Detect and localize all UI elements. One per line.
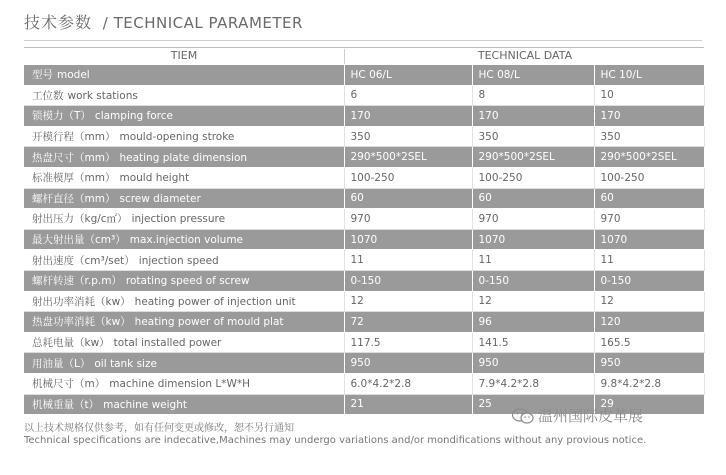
table-row [24, 209, 704, 230]
note-cn: 以上技术规格仅供参考，如有任何变更或修改，恕不另行通知 [24, 423, 294, 434]
cell-value: 165.5 [594, 332, 704, 353]
cell-value: 290*500*2SEL [344, 147, 472, 168]
row-label-en: heating power of injection unit [134, 295, 296, 308]
cell-value: 12 [472, 291, 594, 312]
cell-value: 72 [344, 312, 472, 333]
cell-value: 100-250 [594, 167, 704, 188]
row-label-cn: 型号 [32, 69, 53, 82]
row-label [24, 85, 344, 106]
row-label-cn: 螺杆转速（r.p.m） [32, 275, 122, 288]
cell-value: 11 [472, 250, 594, 271]
row-label [24, 229, 344, 250]
cell-value: 950 [344, 353, 472, 374]
row-label [24, 126, 344, 147]
title-divider [24, 40, 702, 41]
cell-value: 950 [594, 353, 704, 374]
spec-table-body [24, 65, 704, 415]
row-label-en: rotating speed of screw [125, 275, 250, 288]
cell-value: 11 [594, 250, 704, 271]
row-label-cn: 最大射出量（cm³） [32, 234, 126, 247]
table-header [24, 47, 704, 66]
cell-value: 117.5 [344, 332, 472, 353]
row-label [24, 106, 344, 127]
row-label [24, 312, 344, 333]
row-label [24, 250, 344, 271]
cell-value: 12 [344, 291, 472, 312]
row-label-en: model [57, 69, 90, 82]
row-label [24, 188, 344, 209]
cell-value: 6.0*4.2*2.8 [344, 373, 472, 394]
cell-value: 100-250 [344, 167, 472, 188]
table-row [24, 147, 704, 168]
row-label [24, 353, 344, 374]
table-row [24, 126, 704, 147]
row-label-en: injection speed [138, 254, 219, 267]
cell-value: 8 [472, 85, 594, 106]
page-title-en: / TECHNICAL PARAMETER [102, 14, 303, 32]
row-label [24, 209, 344, 230]
row-label-cn: 热盘尺寸（mm） [32, 151, 116, 164]
row-label [24, 65, 344, 85]
note-en: Technical specifications are indecative,Machines may undergo variations and/or mondifications without any provious notice. [24, 435, 647, 446]
table-row [24, 353, 704, 374]
cell-value: 11 [344, 250, 472, 271]
wechat-icon [512, 408, 534, 424]
cell-value: 9.8*4.2*2.8 [594, 373, 704, 394]
cell-value: 0-150 [344, 270, 472, 291]
row-label-en: mould height [119, 172, 190, 185]
cell-value: 970 [472, 209, 594, 230]
row-label [24, 394, 344, 415]
row-label [24, 147, 344, 168]
table-row [24, 373, 704, 394]
cell-value: 100-250 [472, 167, 594, 188]
cell-value: 290*500*2SEL [472, 147, 594, 168]
row-label [24, 270, 344, 291]
row-label [24, 373, 344, 394]
row-label [24, 291, 344, 312]
cell-value: 1070 [594, 229, 704, 250]
table-row [24, 332, 704, 353]
spec-table [24, 65, 705, 415]
table-row [24, 250, 704, 271]
row-label-en: machine weight [103, 398, 187, 411]
table-row [24, 85, 704, 106]
row-label-cn: 机械重量（t） [32, 398, 100, 411]
row-label-en: injection pressure [131, 213, 226, 226]
cell-value: 0-150 [594, 270, 704, 291]
cell-value: 1070 [344, 229, 472, 250]
cell-value: 141.5 [472, 332, 594, 353]
page-title-cn: 技术参数 [24, 13, 93, 32]
row-label-en: screw diameter [119, 192, 201, 205]
cell-value: 12 [594, 291, 704, 312]
cell-value: 21 [344, 394, 472, 415]
row-label-cn: 机械尺寸（m） [32, 378, 106, 391]
row-label-cn: 射出功率消耗（kw） [32, 295, 131, 308]
row-label-cn: 射出压力（kg/c㎡） [32, 213, 128, 226]
table-row [24, 270, 704, 291]
cell-value: 970 [594, 209, 704, 230]
cell-value: 170 [594, 106, 704, 127]
cell-value: 60 [344, 188, 472, 209]
cell-value: 0-150 [472, 270, 594, 291]
cell-value: 350 [344, 126, 472, 147]
cell-value: 29 [594, 394, 704, 415]
cell-value: 96 [472, 312, 594, 333]
row-label-cn: 总耗电量（kw） [32, 337, 110, 350]
table-row [24, 167, 704, 188]
cell-value: 25 [472, 394, 594, 415]
table-row [24, 65, 704, 85]
row-label-cn: 用油量（L） [32, 357, 91, 370]
row-label-en: work stations [67, 89, 138, 102]
cell-value: 350 [594, 126, 704, 147]
row-label-en: heating plate dimension [119, 151, 248, 164]
cell-value: 170 [472, 106, 594, 127]
row-label-cn: 开模行程（mm） [32, 131, 116, 144]
cell-value: 970 [344, 209, 472, 230]
row-label-en: clamping force [94, 110, 173, 123]
cell-value: HC 06/L [344, 65, 472, 85]
page-title [24, 10, 303, 33]
row-label-en: heating power of mould plat [134, 316, 284, 329]
cell-value: 120 [594, 312, 704, 333]
header-item: TIEM [170, 49, 198, 62]
cell-value: 7.9*4.2*2.8 [472, 373, 594, 394]
cell-value: 290*500*2SEL [594, 147, 704, 168]
cell-value: 6 [344, 85, 472, 106]
cell-value: 950 [472, 353, 594, 374]
row-label [24, 167, 344, 188]
cell-value: 60 [594, 188, 704, 209]
table-row [24, 312, 704, 333]
brand-watermark [512, 405, 643, 426]
row-label-cn: 螺杆直径（mm） [32, 192, 116, 205]
cell-value: 350 [472, 126, 594, 147]
row-label-en: max.injection volume [129, 234, 244, 247]
row-label-cn: 热盘功率消耗（kw） [32, 316, 131, 329]
table-row [24, 291, 704, 312]
row-label-cn: 锁模力（T） [32, 110, 91, 123]
cell-value: 10 [594, 85, 704, 106]
row-label [24, 332, 344, 353]
row-label-en: oil tank size [94, 357, 157, 370]
table-row [24, 188, 704, 209]
cell-value: 1070 [472, 229, 594, 250]
row-label-cn: 工位数 [32, 89, 64, 102]
row-label-en: mould-opening stroke [119, 131, 235, 144]
row-label-cn: 标准模厚（mm） [32, 172, 116, 185]
cell-value: 60 [472, 188, 594, 209]
table-row [24, 229, 704, 250]
table-row [24, 106, 704, 127]
header-technical-data: TECHNICAL DATA [344, 49, 705, 64]
cell-value: 170 [344, 106, 472, 127]
cell-value: HC 08/L [472, 65, 594, 85]
row-label-en: machine dimension L*W*H [109, 378, 251, 391]
row-label-cn: 射出速度（cm³/set） [32, 254, 135, 267]
brand-text: 温州国际皮革展 [538, 407, 644, 425]
cell-value: HC 10/L [594, 65, 704, 85]
row-label-en: total installed power [113, 337, 222, 350]
